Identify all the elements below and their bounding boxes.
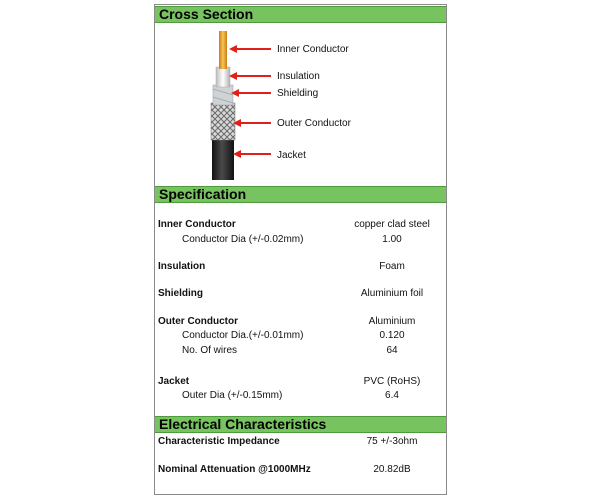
insulation-layer [216,67,230,87]
label-shielding: Shielding [277,88,319,99]
jacket-layer [212,138,234,180]
spec-insulation-value: Foam [379,261,405,272]
callout-arrows [229,45,271,158]
spec-shielding-label: Shielding [158,288,203,299]
specification-title: Specification [159,186,247,202]
label-inner-conductor: Inner Conductor [277,44,349,55]
impedance-value: 75 +/-3ohm [366,436,418,447]
attenuation-label: Nominal Attenuation @1000MHz [158,464,311,475]
spec-outer-dia-value: 6.4 [385,390,399,401]
inner-conductor-core [219,31,227,69]
cross-section-title: Cross Section [159,6,254,22]
attenuation-value: 20.82dB [373,464,411,475]
impedance-label: Characteristic Impedance [158,436,280,447]
label-insulation: Insulation [277,71,320,82]
outer-conductor-braid [211,103,235,140]
specification-header [155,186,446,203]
spec-sheet [154,4,447,495]
spec-jacket-value: PVC (RoHS) [363,376,421,387]
spec-outer-conductor-label: Outer Conductor [158,316,238,327]
spec-outer-conductor-dia-label: Conductor Dia.(+/-0.01mm) [182,330,304,341]
electrical-header [155,416,446,433]
spec-no-of-wires-label: No. Of wires [182,345,238,356]
spec-conductor-dia-label: Conductor Dia (+/-0.02mm) [182,234,304,245]
spec-outer-conductor-dia-value: 0.120 [379,330,405,341]
spec-outer-conductor-value: Aluminium [368,316,416,327]
spec-insulation-label: Insulation [158,261,206,272]
label-outer-conductor: Outer Conductor [277,118,351,129]
electrical-title: Electrical Characteristics [159,416,327,432]
spec-shielding-value: Aluminium foil [360,288,424,299]
spec-no-of-wires-value: 64 [386,345,398,356]
spec-outer-dia-label: Outer Dia (+/-0.15mm) [182,390,283,401]
spec-jacket-label: Jacket [158,376,190,387]
label-jacket: Jacket [277,150,306,161]
spec-inner-conductor-value: copper clad steel [354,219,430,230]
spec-conductor-dia-value: 1.00 [382,234,402,245]
spec-inner-conductor-label: Inner Conductor [158,219,236,230]
